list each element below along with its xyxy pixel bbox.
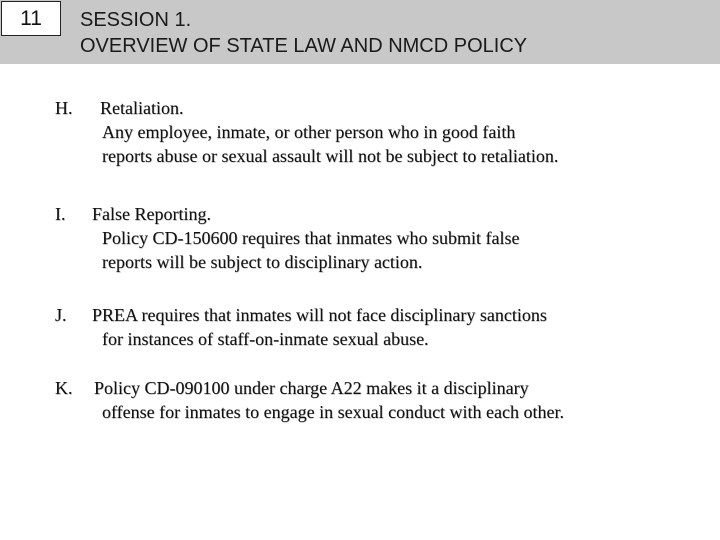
item-body-line: offense for inmates to engage in sexual conduct with each other. (102, 402, 565, 422)
item-marker: K. (55, 378, 73, 398)
item-body-line: reports will be subject to disciplinary action. (102, 252, 423, 272)
list-item-h (55, 96, 558, 168)
item-heading: False Reporting. (92, 204, 211, 224)
item-heading: Policy CD-090100 under charge A22 makes it a disciplinary (94, 378, 529, 398)
item-marker: J. (55, 305, 67, 325)
item-marker: H. (55, 98, 73, 118)
list-item-i (55, 202, 519, 274)
session-title (80, 7, 527, 59)
list-item-k (55, 376, 564, 424)
item-marker: I. (55, 204, 66, 224)
item-body-line: Any employee, inmate, or other person who in good faith (102, 122, 516, 142)
item-heading: Retaliation. (100, 98, 184, 118)
slide-number: 11 (1, 1, 61, 36)
session-title-line-1: SESSION 1. (80, 9, 192, 31)
session-title-line-2: OVERVIEW OF STATE LAW AND NMCD POLICY (80, 35, 528, 57)
item-body-line: Policy CD-150600 requires that inmates who submit false (102, 228, 520, 248)
item-body-line: for instances of staff-on-inmate sexual abuse. (102, 329, 429, 349)
item-heading: PREA requires that inmates will not face disciplinary sanctions (92, 305, 547, 325)
item-body-line: reports abuse or sexual assault will not be subject to retaliation. (102, 146, 559, 166)
list-item-j (55, 303, 547, 351)
header-band (0, 0, 720, 64)
